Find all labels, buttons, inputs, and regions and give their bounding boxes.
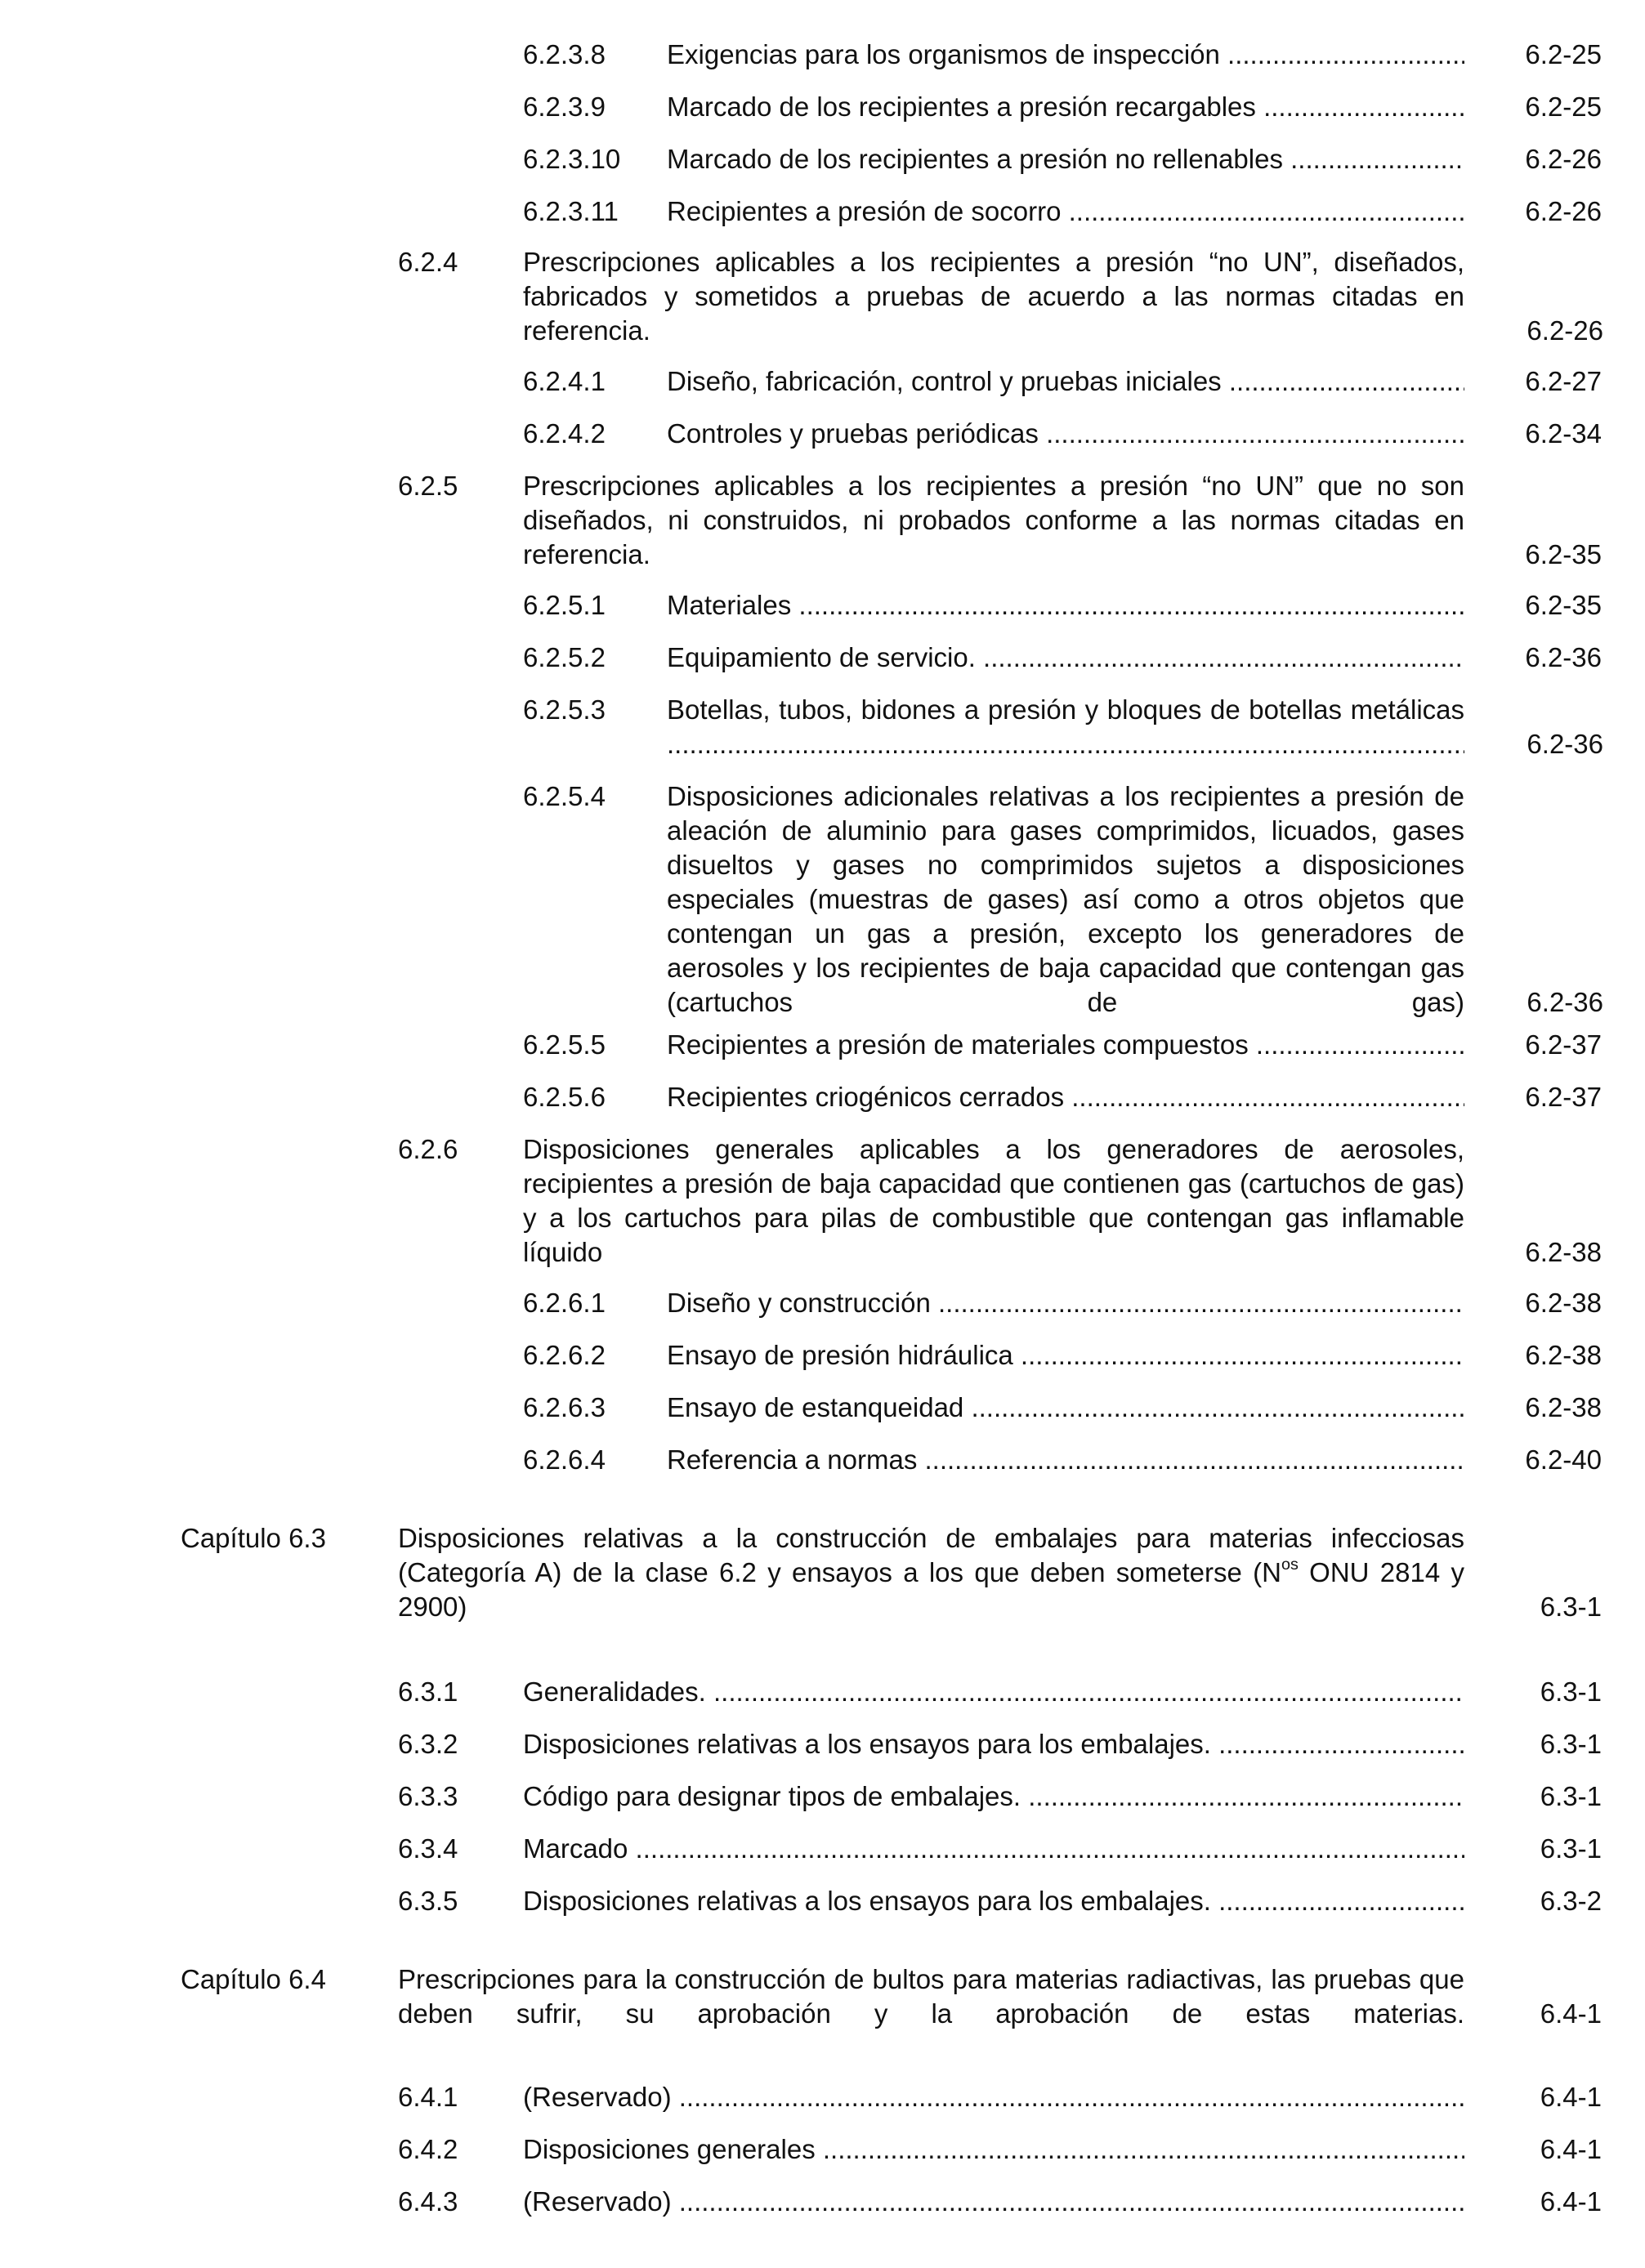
title-body — [667, 694, 1464, 725]
dot-leader — [667, 1286, 1464, 1320]
title-text: Controles y pruebas periódicas — [667, 418, 1039, 449]
toc-entry-number: 6.2.5.1 — [523, 590, 606, 620]
toc-entry[interactable] — [0, 2080, 1645, 2114]
toc-entry[interactable] — [0, 142, 1645, 176]
toc-entry[interactable] — [0, 1779, 1645, 1814]
title-body — [398, 1964, 1464, 2029]
toc-entry-page: 6.4-1 — [1540, 1998, 1602, 2029]
toc-entry-title — [667, 417, 1464, 451]
dot-leader — [667, 641, 1464, 675]
toc-entry-page: 6.2-35 — [1525, 590, 1602, 620]
toc-entry-page: 6.4-1 — [1540, 2186, 1602, 2217]
title-text: Recipientes a presión de materiales compuestos — [667, 1029, 1249, 1060]
toc-entry[interactable] — [0, 588, 1645, 623]
title-text: Exigencias para los organismos de inspección — [667, 39, 1220, 69]
title-text: Disposiciones relativas a la construcción de embalajes para materias infecciosas (Categoría A) de la clase 6.2 y ensayos a los que deben someterse (N — [398, 1523, 1464, 1587]
toc-entry-page: 6.2-36 — [1527, 729, 1603, 759]
toc-entry-number: 6.2.4 — [398, 247, 458, 277]
title-text: Prescripciones aplicables a los recipientes a presión “no UN” que no son diseñados, ni construidos, ni probados conforme a las normas citadas en referencia. — [523, 471, 1464, 569]
toc-entry[interactable] — [0, 641, 1645, 675]
toc-entry-page: 6.4-1 — [1540, 2134, 1602, 2164]
toc-entry-number: Capítulo 6.3 — [181, 1523, 326, 1553]
toc-entry-title — [667, 364, 1464, 399]
toc-entry-number: 6.2.6.4 — [523, 1444, 606, 1475]
title-text: ONU 2814 y 2900) — [398, 1557, 1464, 1622]
dot-leader — [523, 1832, 1464, 1866]
toc-entry-title — [667, 779, 1464, 1020]
title-text: Disposiciones relativas a los ensayos para los embalajes. — [523, 1886, 1211, 1916]
title-body — [523, 247, 1464, 346]
dot-leader — [523, 1727, 1464, 1761]
toc-entry[interactable] — [0, 1028, 1645, 1062]
toc-entry-page: 6.3-2 — [1540, 1886, 1602, 1916]
dot-leader — [523, 2080, 1464, 2114]
toc-entry-page: 6.3-1 — [1540, 1729, 1602, 1759]
dot-leader — [523, 1884, 1464, 1918]
title-text: Prescripciones aplicables a los recipientes a presión “no UN”, diseñados, fabricados y sometidos a pruebas de acuerdo a las normas citadas en referencia. — [523, 247, 1464, 346]
toc-entry-title — [523, 1832, 1464, 1866]
toc-entry-number: 6.2.6.2 — [523, 1340, 606, 1370]
toc-entry[interactable] — [0, 1727, 1645, 1761]
toc-entry-title — [523, 245, 1464, 348]
toc-entry-number: 6.2.5.5 — [523, 1029, 606, 1060]
title-text: Referencia a normas — [667, 1444, 918, 1475]
toc-entry-title — [667, 641, 1464, 675]
toc-entry-page: 6.2-38 — [1525, 1340, 1602, 1370]
toc-entry[interactable] — [0, 2185, 1645, 2219]
toc-entry-title — [667, 693, 1464, 761]
title-text: Equipamiento de servicio. — [667, 642, 976, 672]
toc-entry-title — [523, 2132, 1464, 2167]
toc-entry-title — [523, 1779, 1464, 1814]
toc-entry-number: 6.3.1 — [398, 1676, 458, 1707]
toc-entry-page: 6.2-25 — [1525, 39, 1602, 69]
toc-entry-title — [667, 1391, 1464, 1425]
toc-entry-page: 6.2-35 — [1525, 539, 1602, 569]
toc-entry[interactable] — [0, 779, 1645, 1020]
title-body — [667, 781, 1464, 1017]
toc-entry-title — [667, 142, 1464, 176]
title-text: Botellas, tubos, bidones a presión y bloques de botellas metálicas — [667, 694, 1464, 725]
toc-entry-title — [398, 1521, 1464, 1624]
toc-entry[interactable] — [0, 417, 1645, 451]
toc-entry-page: 6.3-1 — [1540, 1676, 1602, 1707]
toc-entry-number: 6.2.3.8 — [523, 39, 606, 69]
dot-leader — [523, 2132, 1464, 2167]
toc-entry-number: 6.4.2 — [398, 2134, 458, 2164]
toc-entry[interactable] — [0, 1443, 1645, 1477]
toc-entry-number: 6.2.3.9 — [523, 92, 606, 122]
toc-entry[interactable] — [0, 693, 1645, 761]
toc-entry[interactable] — [0, 1884, 1645, 1918]
dot-leader — [523, 245, 1464, 348]
toc-entry-number: 6.4.1 — [398, 2082, 458, 2112]
toc-entry-page: 6.2-37 — [1525, 1029, 1602, 1060]
dot-leader — [667, 1443, 1464, 1477]
toc-entry-number: 6.4.3 — [398, 2186, 458, 2217]
dot-leader — [667, 588, 1464, 623]
toc-entry-title — [667, 1286, 1464, 1320]
toc-entry[interactable] — [0, 364, 1645, 399]
title-text: Ensayo de estanqueidad — [667, 1392, 964, 1422]
dot-leader — [667, 194, 1464, 229]
dot-leader — [667, 38, 1464, 72]
title-text: Disposiciones relativas a los ensayos para los embalajes. — [523, 1729, 1211, 1759]
toc-entry-title — [523, 2185, 1464, 2219]
toc-entry-page: 6.2-36 — [1525, 642, 1602, 672]
dot-leader — [523, 1675, 1464, 1709]
title-text: Disposiciones generales — [523, 2134, 816, 2164]
toc-entry-title — [523, 1884, 1464, 1918]
title-text: (Reservado) — [523, 2186, 672, 2217]
toc-entry-page: 6.2-38 — [1525, 1288, 1602, 1318]
toc-entry[interactable] — [0, 1338, 1645, 1373]
toc-entry[interactable] — [0, 1675, 1645, 1709]
dot-leader — [667, 693, 1464, 761]
toc-entry-title — [667, 1080, 1464, 1114]
dot-leader — [523, 1779, 1464, 1814]
title-text: (Reservado) — [523, 2082, 672, 2112]
toc-entry-title — [667, 1028, 1464, 1062]
toc-entry[interactable] — [0, 194, 1645, 229]
toc-entry-number: 6.3.4 — [398, 1833, 458, 1864]
toc-entry-number: 6.2.3.10 — [523, 144, 621, 174]
toc-entry[interactable] — [0, 1391, 1645, 1425]
title-text: Marcado de los recipientes a presión recargables — [667, 92, 1256, 122]
title-text: Materiales — [667, 590, 792, 620]
dot-leader — [667, 1391, 1464, 1425]
toc-entry-page: 6.2-34 — [1525, 418, 1602, 449]
toc-entry-page: 6.2-25 — [1525, 92, 1602, 122]
title-text: Recipientes criogénicos cerrados — [667, 1082, 1065, 1112]
title-text: Recipientes a presión de socorro — [667, 196, 1062, 226]
toc-entry[interactable] — [0, 1286, 1645, 1320]
toc-entry-number: 6.2.5 — [398, 471, 458, 501]
title-body — [523, 471, 1464, 569]
toc-entry-number: 6.2.5.4 — [523, 781, 606, 811]
toc-entry-number: Capítulo 6.4 — [181, 1964, 326, 1994]
toc-entry-title — [667, 1443, 1464, 1477]
dot-leader — [523, 469, 1464, 572]
toc-entry-title — [667, 588, 1464, 623]
toc-entry-page: 6.2-40 — [1525, 1444, 1602, 1475]
toc-entry-page: 6.2-38 — [1525, 1237, 1602, 1267]
toc-entry-title — [667, 38, 1464, 72]
title-text: Marcado — [523, 1833, 628, 1864]
title-text: Disposiciones adicionales relativas a los recipientes a presión de aleación de aluminio para gases comprimidos, licuados, gases disueltos y gases no comprimidos sujetos a disposiciones especiales (muestras de gases) así como a otros objetos que contengan un gas a presión, excepto los generadores de aerosoles y los recipientes de baja capacidad que contengan gas (cartuchos de gas) — [667, 781, 1464, 1017]
toc-entry-number: 6.2.6 — [398, 1134, 458, 1164]
toc-entry-title — [523, 1132, 1464, 1270]
toc-entry-number: 6.2.3.11 — [523, 196, 619, 226]
toc-entry-page: 6.2-36 — [1527, 987, 1603, 1017]
toc-entry-page: 6.2-27 — [1525, 366, 1602, 396]
toc-entry-page: 6.3-1 — [1540, 1592, 1602, 1622]
toc-entry-page: 6.2-26 — [1527, 315, 1603, 346]
toc-entry-title — [398, 1962, 1464, 2031]
toc-entry[interactable] — [0, 469, 1645, 572]
toc-entry-page: 6.2-26 — [1525, 144, 1602, 174]
title-text: Código para designar tipos de embalajes. — [523, 1781, 1021, 1811]
toc-entry-number: 6.3.5 — [398, 1886, 458, 1916]
toc-entry[interactable] — [0, 90, 1645, 124]
toc-entry[interactable] — [0, 2132, 1645, 2167]
toc-entry-title — [523, 1727, 1464, 1761]
toc-entry[interactable] — [0, 1832, 1645, 1866]
toc-entry-page: 6.3-1 — [1540, 1833, 1602, 1864]
dot-leader — [667, 1028, 1464, 1062]
toc-entry-title — [667, 90, 1464, 124]
dot-leader — [667, 364, 1464, 399]
dot-leader — [398, 1962, 1464, 2031]
toc-entry-title — [523, 1675, 1464, 1709]
toc-entry[interactable] — [0, 38, 1645, 72]
toc-entry[interactable] — [0, 1521, 1645, 1624]
toc-entry-number: 6.2.4.2 — [523, 418, 606, 449]
toc-entry-title — [667, 1338, 1464, 1373]
title-body — [398, 1523, 1464, 1622]
dot-leader — [667, 90, 1464, 124]
toc-entry-title — [523, 469, 1464, 572]
toc-entry-page: 6.2-26 — [1525, 196, 1602, 226]
title-superscript: os — [1281, 1556, 1299, 1574]
toc-entry-page: 6.2-37 — [1525, 1082, 1602, 1112]
dot-leader — [523, 1132, 1464, 1270]
toc-entry[interactable] — [0, 1962, 1645, 2031]
toc-entry[interactable] — [0, 245, 1645, 348]
dot-leader — [398, 1521, 1464, 1624]
title-text: Prescripciones para la construcción de bultos para materias radiactivas, las pruebas que deben sufrir, su aprobación y la aprobación de estas materias. — [398, 1964, 1464, 2029]
title-text: Diseño, fabricación, control y pruebas iniciales — [667, 366, 1222, 396]
title-text: Disposiciones generales aplicables a los generadores de aerosoles, recipientes a presión de baja capacidad que contienen gas (cartuchos de gas) y a los cartuchos para pilas de combustible que contengan gas inflamable líquido — [523, 1134, 1464, 1267]
title-text: Ensayo de presión hidráulica — [667, 1340, 1013, 1370]
toc-entry-title — [667, 194, 1464, 229]
title-text: Diseño y construcción — [667, 1288, 931, 1318]
dot-leader — [667, 417, 1464, 451]
title-body — [523, 1134, 1464, 1267]
toc-entry-number: 6.2.5.3 — [523, 694, 606, 725]
dot-leader — [667, 779, 1464, 1020]
dot-leader — [667, 1338, 1464, 1373]
dot-leader — [667, 142, 1464, 176]
toc-entry[interactable] — [0, 1132, 1645, 1270]
toc-entry-number: 6.2.6.1 — [523, 1288, 606, 1318]
toc-entry-page: 6.3-1 — [1540, 1781, 1602, 1811]
toc-entry-number: 6.3.3 — [398, 1781, 458, 1811]
toc-entry-number: 6.2.5.6 — [523, 1082, 606, 1112]
toc-entry[interactable] — [0, 1080, 1645, 1114]
toc-entry-number: 6.2.6.3 — [523, 1392, 606, 1422]
title-text: Generalidades. — [523, 1676, 706, 1707]
toc-entry-page: 6.4-1 — [1540, 2082, 1602, 2112]
toc-entry-title — [523, 2080, 1464, 2114]
toc-entry-number: 6.2.5.2 — [523, 642, 606, 672]
dot-leader — [667, 1080, 1464, 1114]
dot-leader — [523, 2185, 1464, 2219]
toc-entry-page: 6.2-38 — [1525, 1392, 1602, 1422]
title-text: Marcado de los recipientes a presión no rellenables — [667, 144, 1283, 174]
toc-entry-number: 6.3.2 — [398, 1729, 458, 1759]
toc-entry-number: 6.2.4.1 — [523, 366, 606, 396]
